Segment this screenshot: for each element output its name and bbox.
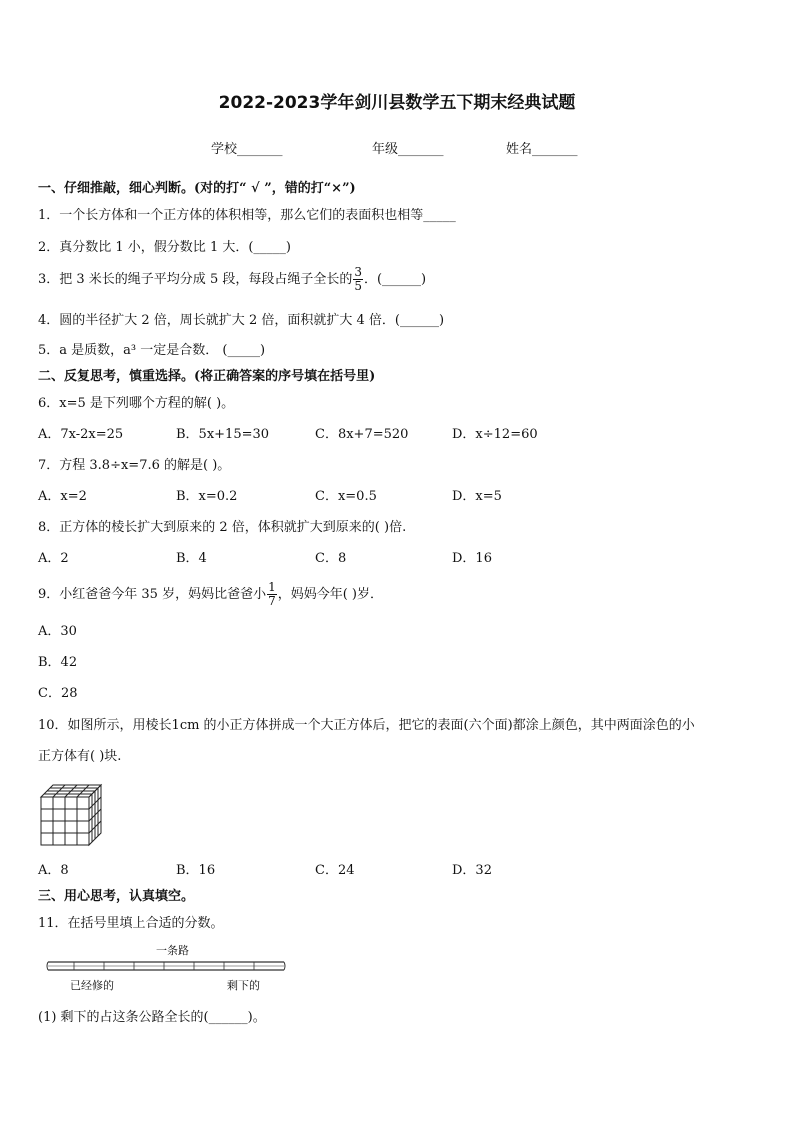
- school-field: 学校_______: [211, 142, 283, 157]
- question-10-option-c: C．24: [315, 863, 355, 878]
- question-6-option-c: C．8x+7=520: [315, 427, 409, 442]
- question-10-line-2: 正方体有( )块.: [38, 749, 122, 764]
- question-5: 5．a 是质数，a³ 一定是合数． (_____): [38, 343, 266, 358]
- remain-label: 剩下的: [227, 979, 260, 992]
- question-10-option-a: A．8: [38, 863, 69, 878]
- question-7-option-a: A．x=2: [38, 489, 87, 504]
- question-9: [38, 580, 383, 610]
- fraction-1-7: [267, 581, 277, 608]
- question-8-option-b: B．4: [176, 551, 207, 566]
- question-6-option-b: B．5x+15=30: [176, 427, 270, 442]
- question-7-option-b: B．x=0.2: [176, 489, 238, 504]
- road-label: 一条路: [156, 944, 189, 957]
- question-9-tail: ，妈妈今年( )岁．: [277, 587, 383, 602]
- question-11-part-1: (1) 剩下的占这条公路全长的(______)。: [38, 1010, 266, 1025]
- question-6-option-a: A．7x-2x=25: [38, 427, 124, 442]
- question-6-option-d: D．x÷12=60: [452, 427, 538, 442]
- section3-heading: 三、用心思考，认真填空。: [38, 889, 195, 904]
- question-9-option-a: A．30: [38, 624, 77, 639]
- road-figure: [44, 955, 288, 977]
- fraction-denominator: 7: [268, 594, 276, 608]
- question-8-option-c: C．8: [315, 551, 347, 566]
- done-label: 已经修的: [70, 979, 114, 992]
- question-8-option-d: D．16: [452, 551, 492, 566]
- name-field: 姓名_______: [506, 142, 578, 157]
- section2-heading: 二、反复思考，慎重选择。(将正确答案的序号填在括号里): [38, 369, 376, 384]
- fraction-3-5: [353, 266, 363, 293]
- fraction-denominator: 5: [354, 279, 362, 293]
- grade-field: 年级_______: [372, 142, 444, 157]
- question-10-option-b: B．16: [176, 863, 216, 878]
- question-4: 4．圆的半径扩大 2 倍，周长就扩大 2 倍，面积就扩大 4 倍．(______): [38, 313, 445, 328]
- question-3: [38, 266, 426, 293]
- page-title: 2022-2023学年剑川县数学五下期末经典试题: [218, 93, 576, 113]
- fraction-numerator: 1: [268, 580, 276, 594]
- question-8: 8．正方体的棱长扩大到原来的 2 倍，体积就扩大到原来的( )倍.: [38, 520, 407, 535]
- question-10-option-d: D．32: [452, 863, 492, 878]
- question-11: 11．在括号里填上合适的分数。: [38, 916, 224, 931]
- question-2: 2．真分数比 1 小，假分数比 1 大．(_____): [38, 240, 291, 255]
- section1-heading: 一、仔细推敲，细心判断。(对的打“ √ ”，错的打“×”): [38, 181, 356, 196]
- question-10-line-1: 10．如图所示，用棱长1cm 的小正方体拼成一个大正方体后，把它的表面(六个面)都涂上颜色，其中两面涂色的小: [38, 718, 695, 733]
- question-3-text: 3．把 3 米长的绳子平均分成 5 段，每段占绳子全长的: [38, 272, 353, 287]
- question-8-option-a: A．2: [38, 551, 69, 566]
- question-7-option-c: C．x=0.5: [315, 489, 377, 504]
- question-9-option-b: B．42: [38, 655, 78, 670]
- question-7-option-d: D．x=5: [452, 489, 502, 504]
- cube-figure: [38, 782, 106, 848]
- fraction-numerator: 3: [354, 265, 362, 279]
- question-7: 7．方程 3.8÷x=7.6 的解是( )。: [38, 458, 231, 473]
- question-1: 1．一个长方体和一个正方体的体积相等，那么它们的表面积也相等_____: [38, 208, 456, 223]
- question-6: 6．x=5 是下列哪个方程的解( )。: [38, 396, 235, 411]
- question-9-text: 9．小红爸爸今年 35 岁，妈妈比爸爸小: [38, 587, 267, 602]
- question-3-tail: ．(______): [363, 272, 427, 287]
- question-9-option-c: C．28: [38, 686, 78, 701]
